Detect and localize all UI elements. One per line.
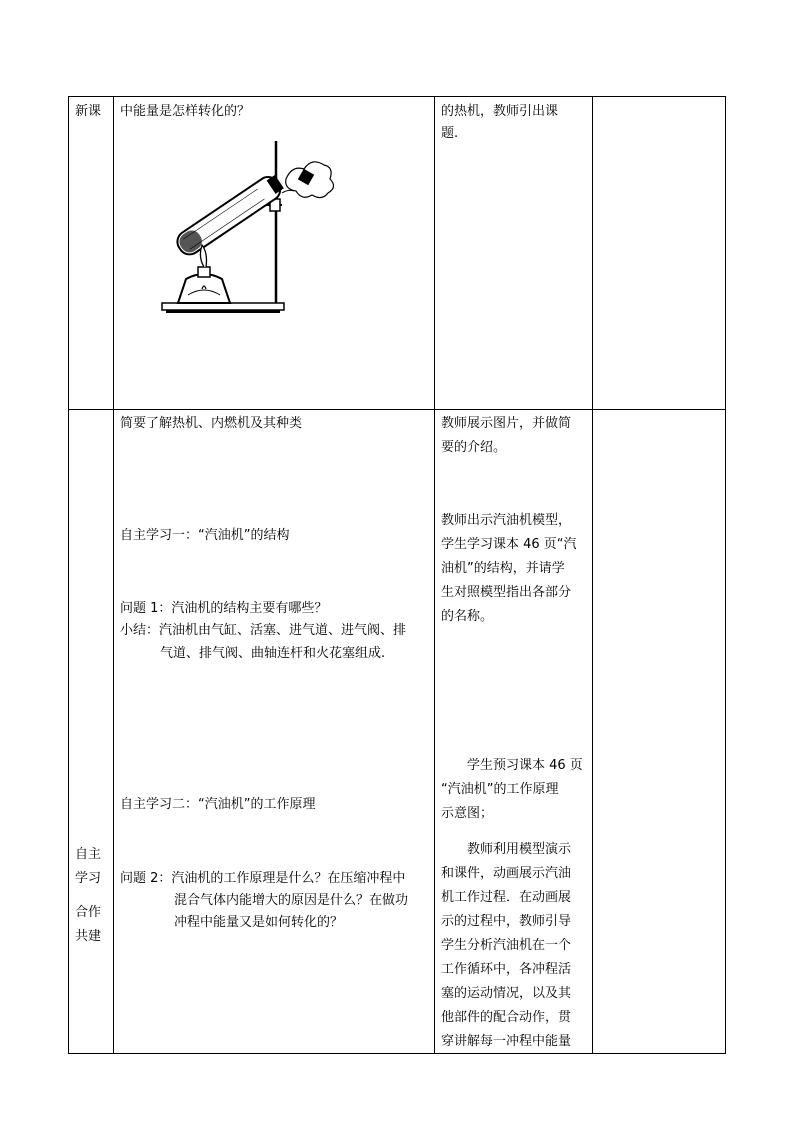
study-heading: 自主学习二：“汽油机”的工作原理 — [120, 797, 316, 812]
teacher-text-line: 他部件的配合动作，贯 — [441, 1010, 572, 1025]
teacher-text-line: 学生分析汽油机在一个 — [441, 938, 572, 953]
stage-cell — [69, 410, 114, 1054]
test-tube-on-stand-heating-icon — [158, 133, 338, 323]
teacher-text-line: 塞的运动情况，以及其 — [441, 986, 572, 1001]
teacher-activity-cell — [435, 97, 593, 410]
teacher-text-line: 油机”的结构，并请学 — [441, 561, 565, 576]
teacher-text-line: 工作循环中，各冲程活 — [441, 962, 572, 977]
lesson-question: 中能量是怎样转化的？ — [120, 104, 251, 119]
stage-label-line: 共建 — [75, 929, 102, 944]
lesson-plan-table — [68, 96, 726, 1054]
stage-label — [75, 843, 109, 949]
content-cell — [114, 97, 435, 410]
teacher-text-line: 生对照模型指出各部分 — [441, 585, 572, 600]
content-cell — [114, 410, 435, 1054]
summary-text: 气道、排气阀、曲轴连杆和火花塞组成. — [160, 646, 386, 661]
notes-cell — [593, 97, 726, 410]
teacher-text-line: 示的过程中，教师引导 — [441, 914, 572, 929]
teacher-text-line: 题. — [441, 126, 459, 141]
teacher-text-line: 的名称。 — [441, 609, 494, 624]
teacher-text-line: 教师出示汽油机模型， — [441, 513, 572, 528]
stage-cell — [69, 97, 114, 410]
notes-cell — [593, 410, 726, 1054]
teacher-text-line: 和课件，动画展示汽油 — [441, 866, 572, 881]
question-text: 混合气体内能增大的原因是什么？在做功 — [174, 893, 409, 908]
intro-text: 简要了解热机、内燃机及其种类 — [120, 416, 303, 431]
teacher-text-line: 穿讲解每一冲程中能量 — [441, 1034, 572, 1049]
teacher-text-line: 教师利用模型演示 — [467, 842, 572, 857]
teacher-text-line: 教师展示图片，并做简 — [441, 416, 572, 431]
teacher-activity-cell — [435, 410, 593, 1054]
teacher-text-line: 学生学习课本 46 页“汽 — [441, 537, 577, 552]
stage-label: 新课 — [75, 104, 102, 119]
stage-label-line: 学习 — [75, 871, 102, 886]
table-row — [69, 97, 726, 410]
question-text: 问题 2：汽油机的工作原理是什么？在压缩冲程中 — [120, 871, 406, 886]
teacher-text-line: 学生预习课本 46 页 — [467, 758, 583, 773]
summary-text: 小结：汽油机由气缸、活塞、进气道、进气阀、排 — [120, 623, 407, 638]
teacher-text-line: 的热机，教师引出课 — [441, 104, 559, 119]
teacher-text-line: 机工作过程．在动画展 — [441, 890, 572, 905]
study-heading: 自主学习一：“汽油机”的结构 — [120, 528, 290, 543]
question-text: 冲程中能量又是如何转化的？ — [174, 915, 344, 930]
teacher-text-line: 要的介绍。 — [441, 440, 507, 455]
question-text: 问题 1：汽油机的结构主要有哪些？ — [120, 601, 328, 616]
stage-label-line: 自主 — [75, 847, 102, 862]
teacher-text-line: 示意图； — [441, 806, 494, 821]
stage-label-line: 合作 — [75, 905, 102, 920]
table-row — [69, 410, 726, 1054]
teacher-text-line: “汽油机”的工作原理 — [441, 782, 559, 797]
